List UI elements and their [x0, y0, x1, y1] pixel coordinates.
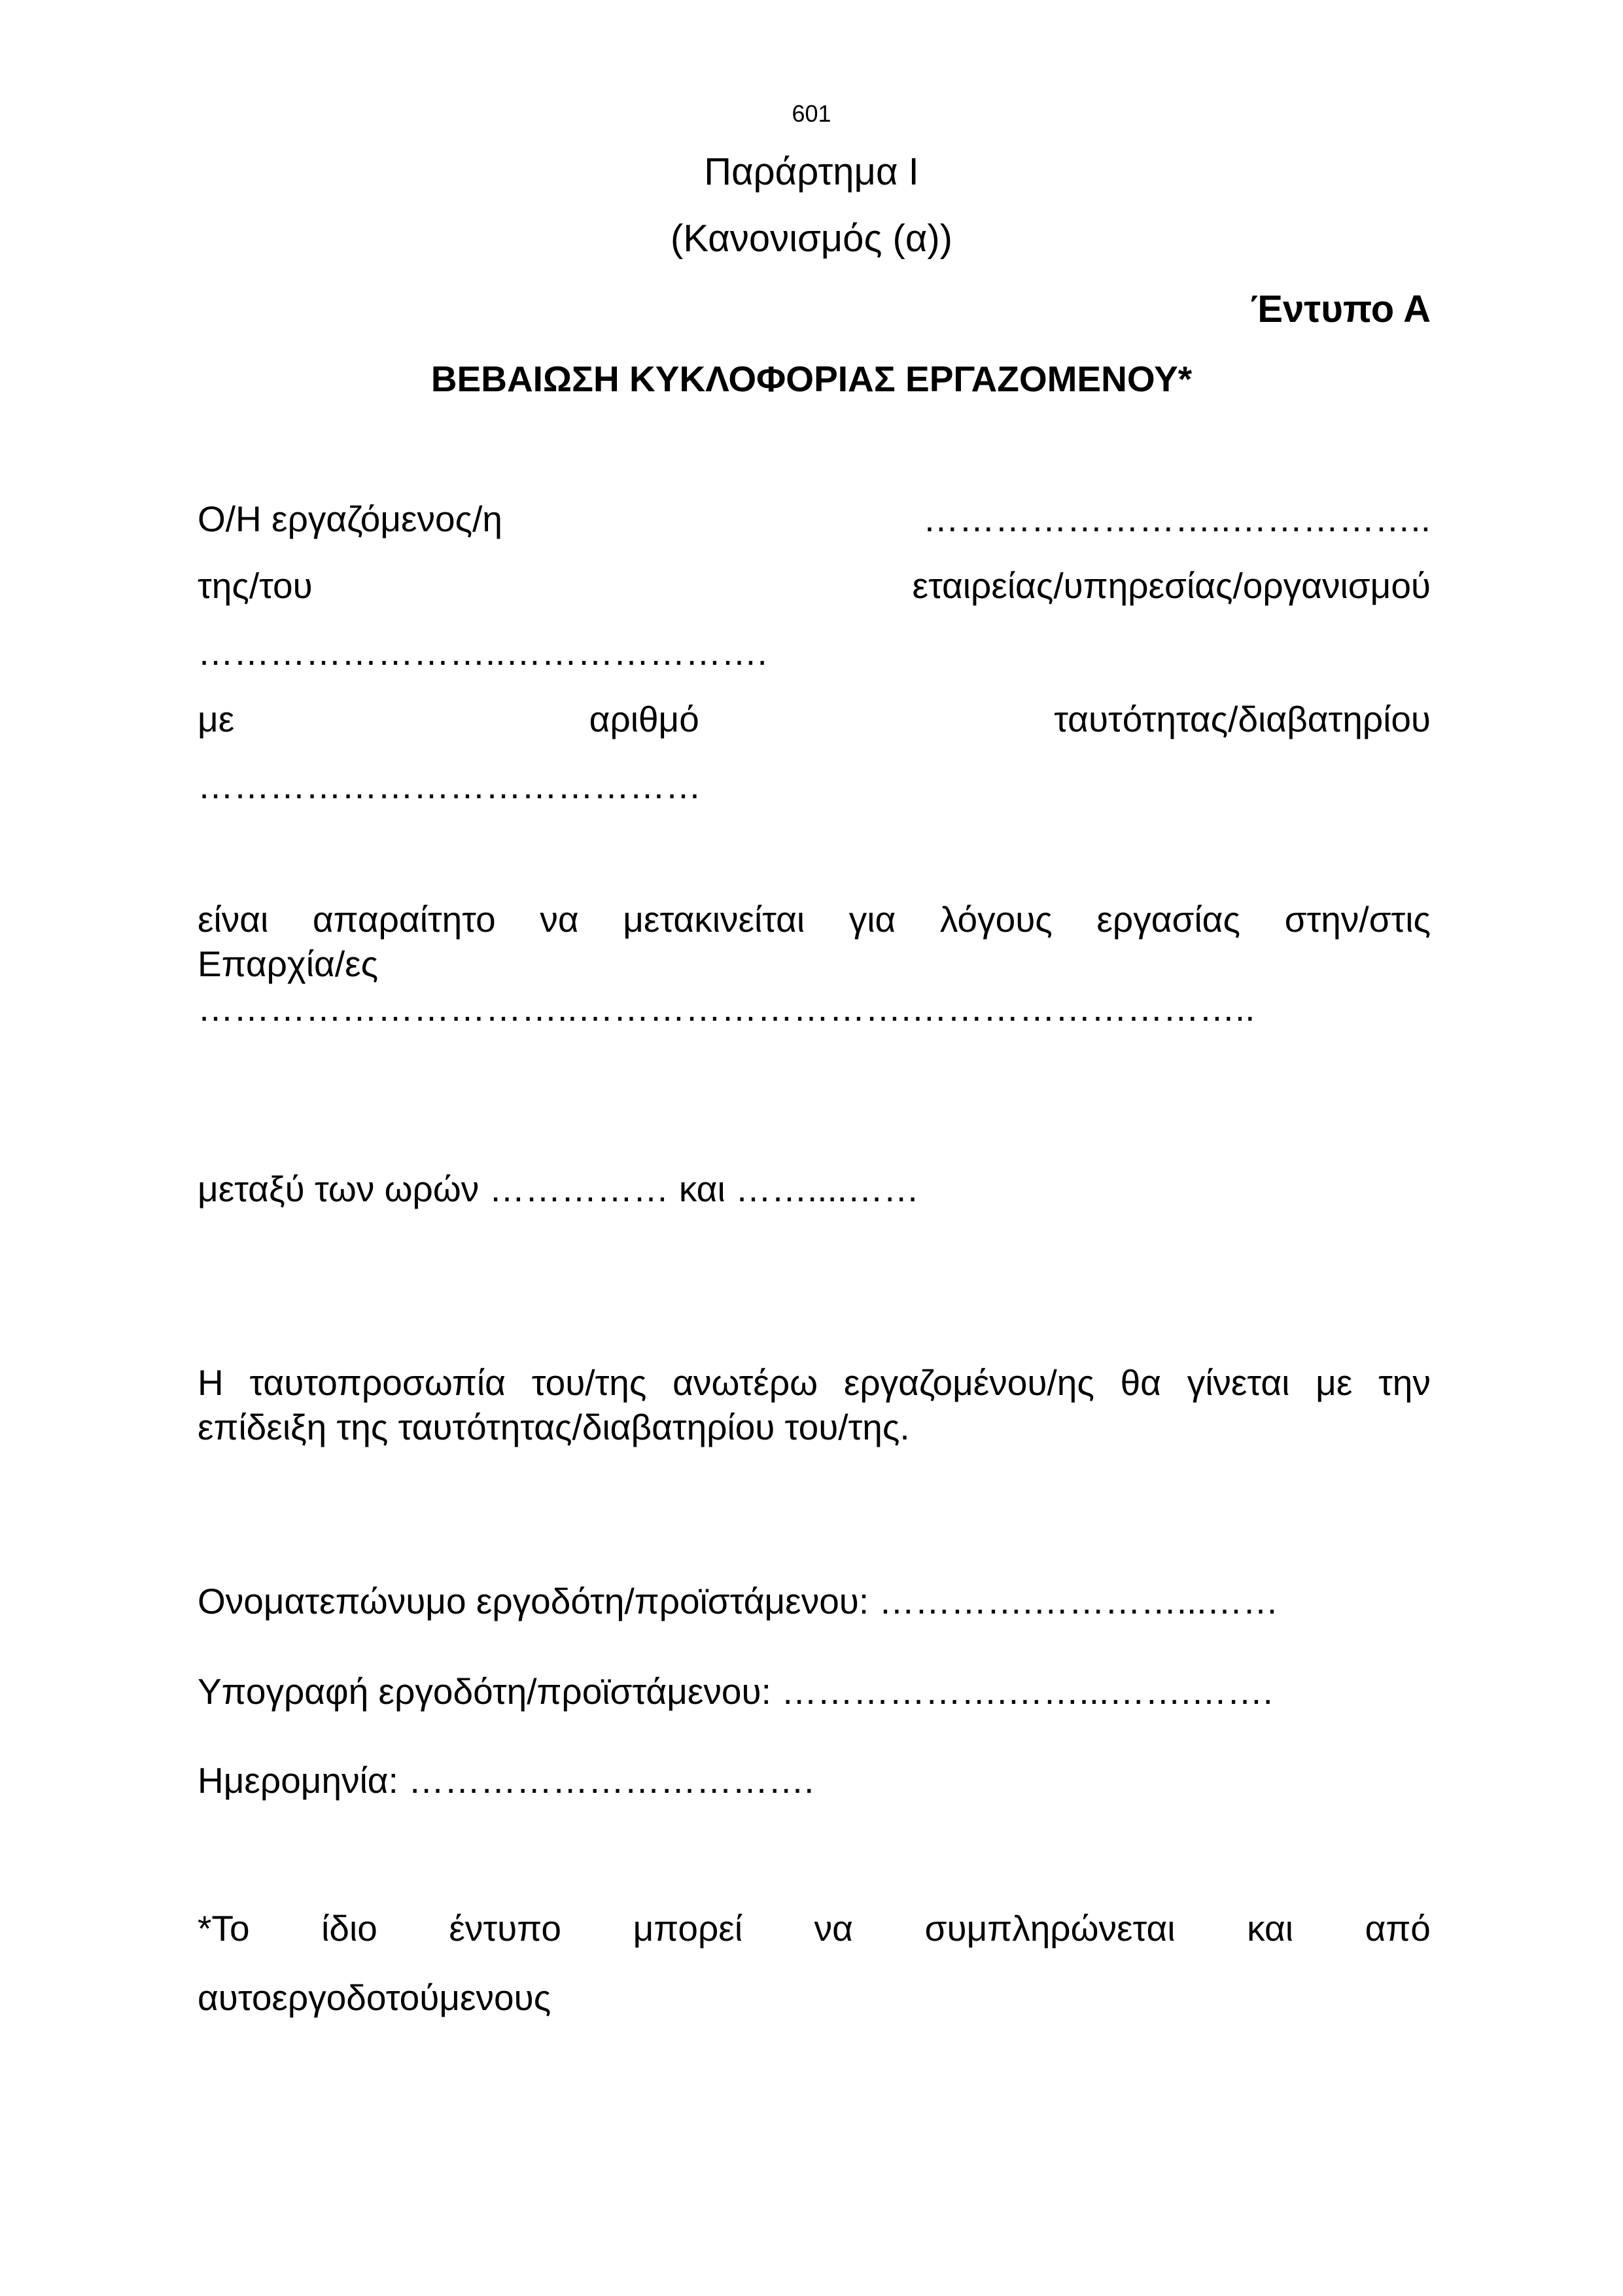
movement-word: εργασίας	[1096, 899, 1240, 940]
movement-word: είναι	[198, 899, 269, 940]
annex-title: Παράρτημα Ι	[704, 150, 919, 193]
footnote-word: από	[1365, 1908, 1431, 1949]
id-type-label: ταυτότητας/διαβατηρίου	[1054, 699, 1431, 739]
document-title: ΒΕΒΑΙΩΣΗ ΚΥΚΛΟΦΟΡΙΑΣ ΕΡΓΑΖΟΜΕΝΟΥ*	[430, 359, 1193, 399]
movement-line	[198, 899, 1431, 940]
identity-line-2: επίδειξη της ταυτότητας/διαβατηρίου του/της.	[198, 1407, 910, 1447]
page-number: 601	[792, 100, 831, 127]
movement-word: λόγους	[939, 899, 1053, 940]
identity-word: εργαζομένου/ης	[843, 1362, 1094, 1403]
employee-blank: ……………………..……………..	[922, 499, 1431, 539]
employer-name-line: Ονοματεπώνυμο εργοδότη/προϊστάμενου: ………….…………...……	[198, 1581, 1279, 1621]
company-label: εταιρείας/υπηρεσίας/οργανισμού	[912, 565, 1431, 606]
company-of-label: της/του	[198, 565, 313, 606]
movement-word: μετακινείται	[623, 899, 805, 940]
identity-word: Η	[198, 1362, 224, 1403]
identity-word: του/της	[531, 1362, 647, 1403]
footnote-word: και	[1247, 1908, 1293, 1949]
employer-signature-line: Υπογραφή εργοδότη/προϊστάμενου: ……………….……...…….…….	[198, 1671, 1273, 1712]
identity-word: γίνεται	[1187, 1362, 1290, 1403]
regulation-reference: (Κανονισμός (α))	[671, 217, 952, 260]
movement-word: στην/στις	[1284, 899, 1431, 940]
identity-word: με	[1316, 1362, 1353, 1403]
identity-word: την	[1378, 1362, 1431, 1403]
footnote-line-2: αυτοεργοδοτούμενους	[198, 1977, 551, 2018]
footnote-word: συμπληρώνεται	[924, 1908, 1176, 1949]
district-blank: …………………………..……………………….………………………..	[198, 988, 1255, 1029]
company-row	[198, 565, 1431, 606]
hours-line: μεταξύ των ωρών …………… και ……....……	[198, 1169, 920, 1209]
footnote-word: να	[814, 1908, 853, 1949]
identity-line	[198, 1362, 1431, 1403]
identity-word: ανωτέρω	[672, 1362, 818, 1403]
footnote-word: μπορεί	[633, 1908, 743, 1949]
employee-row	[198, 501, 1431, 537]
identity-word: ταυτοπροσωπία	[249, 1362, 506, 1403]
footnote-word: ίδιο	[321, 1908, 377, 1949]
footnote-line	[198, 1908, 1431, 1949]
id-blank: ……………………………………	[198, 766, 701, 806]
movement-word: να	[540, 899, 579, 940]
employee-label: Ο/Η εργαζόμενος/η	[198, 499, 502, 539]
id-number-label: αριθμό	[589, 699, 699, 739]
movement-word: απαραίτητο	[312, 899, 496, 940]
district-label: Επαρχία/ες	[198, 944, 379, 984]
footnote-word: *Το	[198, 1908, 250, 1949]
identity-word: θα	[1120, 1362, 1161, 1403]
id-with-label: με	[198, 699, 235, 739]
date-line: Ημερομηνία: …………………………….	[198, 1760, 814, 1801]
id-row	[198, 701, 1431, 737]
company-blank: ……………………..………………….	[198, 632, 767, 673]
footnote-word: έντυπο	[449, 1908, 561, 1949]
movement-word: για	[848, 899, 896, 940]
form-label: Έντυπο Α	[1250, 288, 1431, 330]
